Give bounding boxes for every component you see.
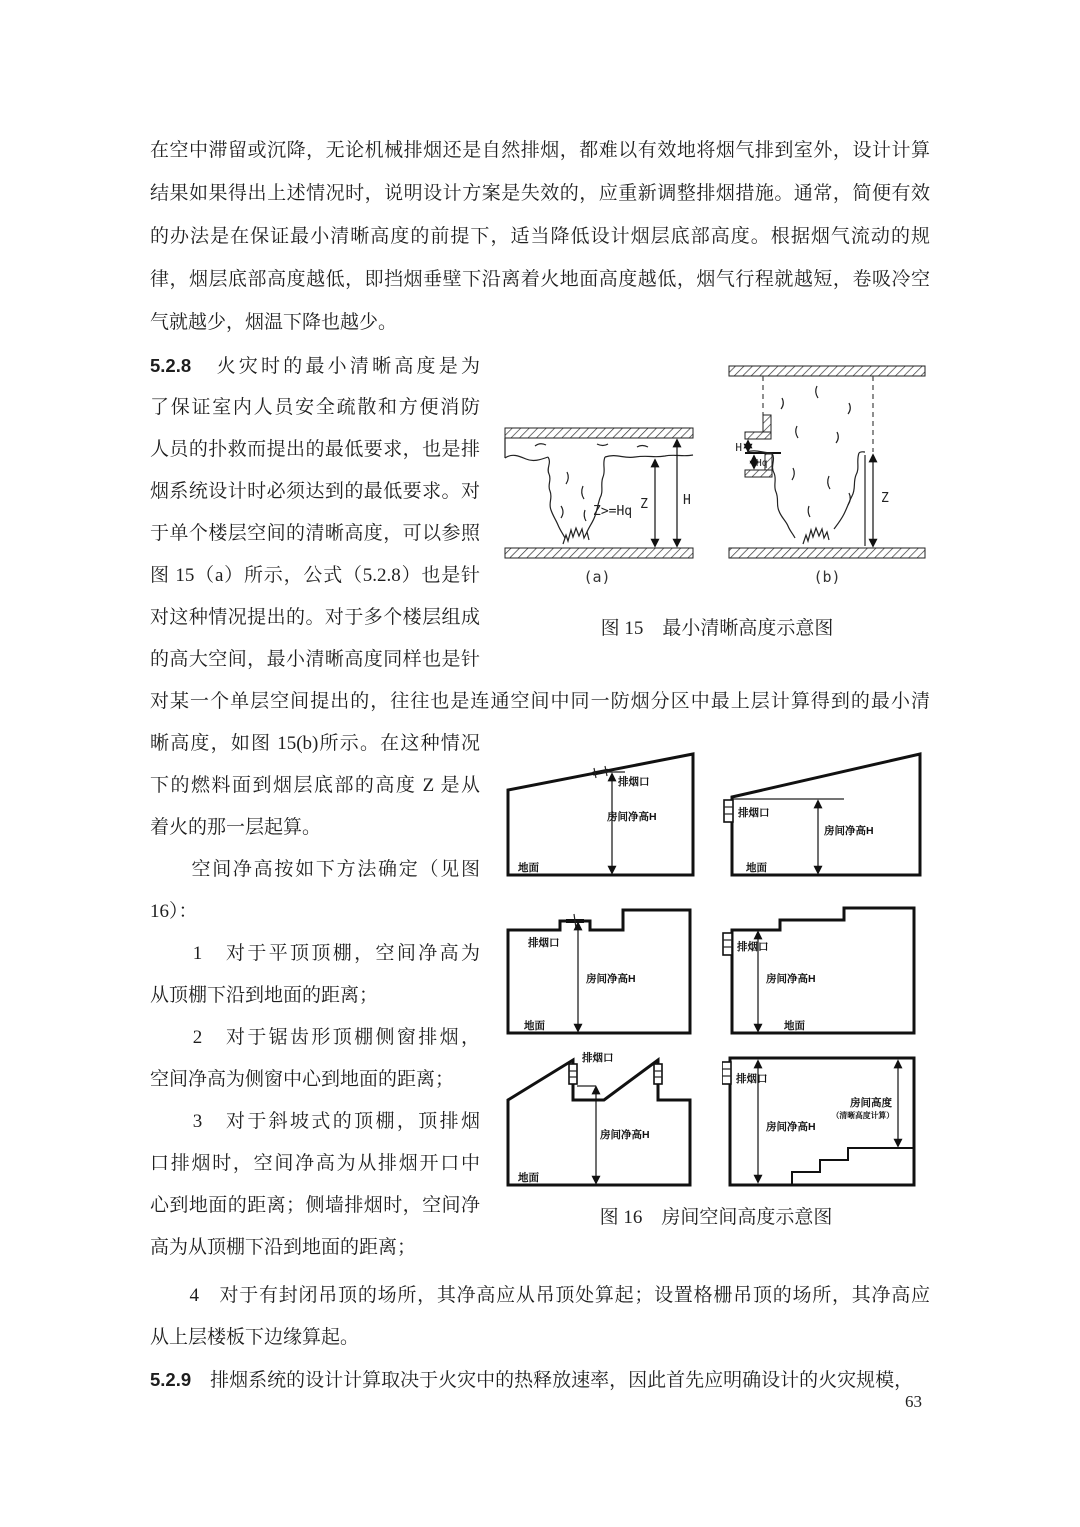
- fig15-diagram-a: [505, 428, 693, 586]
- fig16-room-slope-roof-vent: [498, 742, 710, 882]
- text-line: 人员的扑救而提出的最低要求，也是排: [150, 439, 480, 460]
- text-line: 空间净高为侧窗中心到地面的距离；: [150, 1069, 455, 1090]
- section-number: 5.2.9: [150, 1369, 192, 1390]
- paragraph-item4: [150, 1275, 930, 1359]
- label-clear-height: 房间净高H: [600, 1129, 650, 1141]
- text-line: 的办法是在保证最小清晰高度的前提下，适当降低设计烟层底部高度。根据烟气流动的规: [150, 226, 930, 247]
- paragraph-intro: [150, 129, 930, 301]
- smoke-vent: [654, 1064, 662, 1084]
- text-line: 烟系统设计时必须达到的最低要求。对: [150, 481, 480, 502]
- upper-floor-edge: [745, 432, 771, 439]
- label-clear-height: 房间净高H: [607, 811, 657, 823]
- label-clear-height: 房间净高H: [824, 825, 874, 837]
- text-line: 空间净高按如下方法确定（见图: [150, 859, 480, 880]
- smoke-vent: [569, 1064, 577, 1084]
- label-z: Z: [881, 491, 889, 506]
- smoke-vent: [724, 800, 733, 822]
- text-line: 于单个楼层空间的清晰高度，可以参照: [150, 523, 480, 544]
- label-vent: 排烟口: [582, 1052, 614, 1064]
- text-line: 2 对于锯齿形顶棚侧窗排烟，: [150, 1027, 480, 1048]
- text-line: 晰高度，如图 15(b)所示。在这种情况: [150, 733, 480, 754]
- label-vent: 排烟口: [618, 776, 650, 788]
- label-ground: 地面: [746, 862, 767, 874]
- label-z: Z: [640, 497, 648, 512]
- ceiling-slab: [505, 428, 693, 438]
- paragraph-d: [150, 723, 480, 807]
- label-room-height-note: （清晰高度计算）: [831, 1111, 894, 1120]
- figure-16-caption: 图 16 房间空间高度示意图: [599, 1207, 833, 1228]
- label-z-formula: Z>=Hq: [593, 504, 633, 519]
- ceiling-slab: [729, 366, 925, 376]
- section-5-2-8-body: [150, 387, 480, 681]
- section-5-2-8: [150, 345, 480, 387]
- section-number: 5.2.8: [150, 355, 192, 376]
- label-h: H: [735, 441, 742, 454]
- text-line: 1 对于平顶顶棚，空间净高为: [150, 943, 480, 964]
- figure-15-diagram: [497, 358, 937, 590]
- text-line: 16）：: [150, 901, 198, 922]
- fig16-room-sawtooth: [498, 1050, 710, 1195]
- text-line: 3 对于斜坡式的顶棚，顶排烟: [150, 1111, 480, 1132]
- text-line: 下的燃料面到烟层底部的高度 Z 是从: [150, 775, 480, 796]
- text-line: 在空中滞留或沉降，无论机械排烟还是自然排烟，都难以有效地将烟气排到室外，设计计算: [150, 140, 930, 161]
- text-line: 对这种情况提出的。对于多个楼层组成: [150, 607, 480, 628]
- fig16-room-stairs: [722, 1050, 934, 1195]
- text-line: 图 15（a）所示，公式（5.2.8）也是针: [150, 565, 480, 586]
- fig16-room-slope-wall-vent: [722, 742, 934, 882]
- fig15-diagram-b: [729, 366, 925, 586]
- section-heading-text: 火灾时的最小清晰高度是为: [191, 356, 480, 377]
- text-line: 气就越少，烟温下降也越少。: [150, 312, 398, 333]
- floor-slab: [729, 548, 925, 558]
- lower-floor-edge: [745, 470, 772, 477]
- section-5-2-8-heading: [150, 345, 480, 387]
- label-ground: 地面: [524, 1020, 545, 1032]
- paragraph-e: [150, 849, 480, 933]
- figure-15-caption: 图 15 最小清晰高度示意图: [600, 618, 834, 639]
- paragraph-intro-last: [150, 301, 930, 344]
- flame: [563, 528, 589, 544]
- label-room-height: 房间高度: [850, 1097, 892, 1109]
- text-line: 高为从顶棚下沿到地面的距离；: [150, 1237, 417, 1258]
- paragraph-item2: [150, 1017, 480, 1101]
- label-vent: 排烟口: [738, 807, 770, 819]
- smoke-vent: [722, 1062, 731, 1084]
- smoke-vent: [723, 933, 732, 955]
- text-line: 口排烟时，空间净高为从排烟开口中: [150, 1153, 480, 1174]
- label-vent: 排烟口: [528, 937, 560, 949]
- label-clear-height: 房间净高H: [586, 973, 636, 985]
- text-line: 的高大空间，最小清晰高度同样也是针: [150, 649, 480, 670]
- section-heading-text: 排烟系统的设计计算取决于火灾中的热释放速率，因此首先应明确设计的火灾规模，: [191, 1370, 914, 1391]
- text-line: 了保证室内人员安全疏散和方便消防: [150, 397, 480, 418]
- text-line: 从上层楼板下边缘算起。: [150, 1327, 360, 1348]
- fig16-room-step-roof-vent: [498, 900, 710, 1040]
- label-clear-height: 房间净高H: [766, 1121, 816, 1133]
- label-vent: 排烟口: [737, 941, 769, 953]
- text-line: 着火的那一层起算。: [150, 817, 322, 838]
- page-number: 63: [905, 1392, 922, 1411]
- fig16-room-step-wall-vent: [722, 900, 934, 1040]
- flame: [803, 528, 829, 544]
- label-h: H: [683, 493, 691, 508]
- floor-slab: [505, 548, 693, 558]
- label-hq: Hq: [756, 458, 768, 469]
- paragraph-bridge: [150, 681, 930, 723]
- text-line: 心到地面的距离；侧墙排烟时，空间净: [150, 1195, 480, 1216]
- label-ground: 地面: [518, 862, 539, 874]
- paragraph-item1: [150, 933, 480, 1017]
- text-line: 4 对于有封闭吊顶的场所，其净高应从吊顶处算起；设置格栅吊顶的场所，其净高应: [150, 1285, 930, 1306]
- sub-label-a: (a): [583, 568, 611, 586]
- text-line: 从顶棚下沿到地面的距离；: [150, 985, 379, 1006]
- label-ground: 地面: [518, 1172, 539, 1184]
- figure-16: [490, 742, 942, 1242]
- paragraph-item3-last: [150, 1227, 480, 1269]
- paragraph-d-last: [150, 807, 480, 849]
- figure-15: [497, 358, 937, 640]
- text-line: 结果如果得出上述情况时，说明设计方案是失效的，应重新调整排烟措施。通常，简便有效: [150, 183, 930, 204]
- text-line: 律，烟层底部高度越低，即挡烟垂壁下沿离着火地面高度越低，烟气行程就越短，卷吸冷空: [150, 269, 930, 290]
- label-vent: 排烟口: [736, 1073, 768, 1085]
- sub-label-b: (b): [813, 568, 841, 586]
- label-clear-height: 房间净高H: [766, 973, 816, 985]
- text-line: 对某一个单层空间提出的，往往也是连通空间中同一防烟分区中最上层计算得到的最小清: [150, 691, 930, 712]
- label-ground: 地面: [784, 1020, 805, 1032]
- upper-floor-edge: [763, 415, 771, 434]
- stairs: [792, 1148, 914, 1185]
- paragraph-item3: [150, 1101, 480, 1227]
